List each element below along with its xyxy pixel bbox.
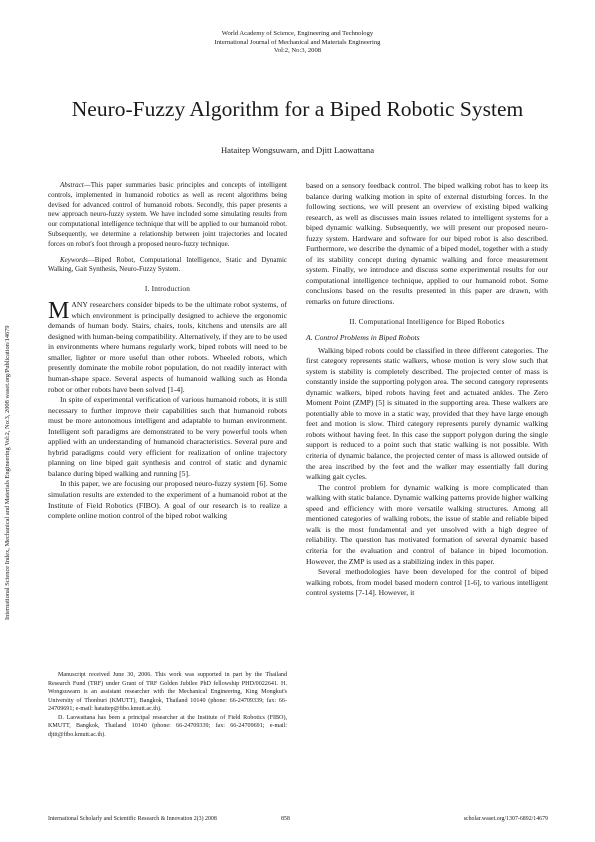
right-column [306,181,548,599]
intro-continued: based on a sensory feedback control. The biped walking robot has to keep its balance during walking motion in spite of external disturbing forces. In the following sections, we will present an overview of existing biped walking research, as well as discusses main issues related to intelligent systems for a biped dynamic walking. Subsequently, we will present our proposed neuro-fuzzy system. Hardware and software for our biped robot is also described. Furthermore, we describe the dynamic of a biped model, together with a study of its stability concept during dynamic walking and force measurement system. Finally, we introduce and discuss some experimental results for our computational intelligence technique, applied to our humanoid robot. Some conclusions based on the results presented in this paper are drawn, with remarks on future directions. [306,181,548,307]
intro-paragraph-1-text: ANY researchers consider bipeds to be the ultimate robot systems, of which environment is principally designed to achieve the ergonomic demands of human body. Stairs, chairs, tools, kitchens and utensils are all designed with human-being compatibility. Alternatively, if they are to be used in environments where humans regularly work, biped robots will need to be smaller, lighter or more useful than other robots. Wheeled robots, which presently dominate the mobile robot population, do not readily interact with human-shape space. Several aspects of humanoid walking such as Honda robot or other robots have been solved [1-4]. [48,300,287,394]
intro-paragraph-2: In spite of experimental verification of various humanoid robots, it is still necessary to further improve their capabilities such that humanoid robots must be more autonomous intelligent and adaptable to human environment. Intelligent soft paradigms are demonstrated to be very powerful tools when applied with an understanding of humanoid characteristics. Several pure and hybrid paradigms could very efficient for realization of online trajectory planning on line biped gait synthesis and control of static and dynamic balance during biped walking and running [5]. [48,395,287,478]
journal-name: International Journal of Mechanical and Materials Engineering [214,38,381,46]
intro-paragraph-1 [48,300,287,395]
footnote-author: D. Laowattana has been a principal researcher at the Institute of Field Robotics (FIBO), KMUTT, Bangkok, Thailand 10140 (phone: 66-24709339; fax: 66-24709691; e-mail: djitt@fibo.kmutt.ac.th). [48,714,287,738]
journal-volume: Vol:2, No:3, 2008 [273,47,322,55]
footer-url[interactable]: scholar.waset.org/1307-6892/14679 [463,816,548,822]
left-column [48,181,287,522]
keywords [48,256,287,276]
paper-authors: Hataitep Wongsuwarn, and Djitt Laowattana [220,145,375,155]
abstract-lead: Abstract [60,181,84,189]
subsection-heading-control-problems: A. Control Problems in Biped Robots [306,332,420,342]
section-heading-computational-intelligence: II. Computational Intelligence for Biped Robotics [349,316,505,326]
journal-header [0,30,595,56]
section2-paragraph-3: Several methodologies have been developed for the control of biped walking robots, from model based modern control [1-6], to various intelligent control systems [7-14]. However, it [306,567,548,598]
keywords-lead: Keywords [60,255,88,264]
footnotes [48,671,287,739]
drop-cap: M [48,298,70,325]
vertical-index-strip [3,200,19,620]
vertical-index-text: International Science Index, Mechanical and Materials Engineering Vol:2, No:3, 2008 waset.org/Publication/14679 [4,325,11,620]
page-number: 858 [281,816,290,822]
section-heading-introduction: I. Introduction [144,284,191,294]
keywords-text: —Biped Robot, Computational Intelligence, Static and Dynamic Walking, Gait Synthesis, Neuro-Fuzzy System. [48,255,287,274]
intro-paragraph-3: In this paper, we are focusing our proposed neuro-fuzzy system [6]. Some simulation results are extended to the experiment of a humanoid robot at the Institute of Field Robotics (FIBO). A goal of our research is to realize a complete online motion control of the biped robot walking [48,479,287,521]
abstract-text: —This paper summaries basic principles and concepts of intelligent controls, implemented in humanoid robotics as well as recent algorithms being devised for advanced control of humanoid robots. Secondly, this paper presents a new approach neuro-fuzzy system. We have included some simulating results from our computational intelligence technique that will be applied to our humanoid robot. Subsequently, we determine a relationship between joint trajectories and located forces on robot's foot through a proposed neuro-fuzzy technique. [48,181,287,248]
abstract [48,181,287,250]
journal-org: World Academy of Science, Engineering and Technology [221,30,374,37]
section2-paragraph-1: Walking biped robots could be classified in three different categories. The first category represents static walkers, whose motion is very slow such that system is stability is completely described. The projected center of mass is constantly inside the supporting polygon area. The second category represents dynamic walkers, biped robots having feet and actuated ankles. The Zero Moment Point (ZMP) [5] is situated in the supporting area. These walkers are potentially able to move in a static way, provided that they have large enough feet and motion is slow. Third category represents purely dynamic walking robots without having feet. In this case the support polygon during the single support is reduced to a point such that static walking is not possible. With criteria of dynamic balance, the projected center of mass is allowed outside of the area inscribed by the feet and the walker may essentially fall during walking gait cycles. [306,345,548,482]
footnote-manuscript: Manuscript received June 30, 2006. This work was supported in part by the Thailand Research Fund (TRF) under Grant of TRF Golden Jubilee PhD fellowship PHD/0022641. H. Wongsuwarn is an assistant researcher with the Mechanical Engineering, King Mongkut's University of Thonburi (KMUTT), Bangkok, Thailand 10140 (phone: 66-24709339; fax: 66-24709691; e-mail: hataitep@fibo.kmutt.ac.th). [48,672,287,712]
section2-paragraph-2: The control problem for dynamic walking is more complicated than walking with static balance. Dynamic walking patterns provide higher walking speed and efficiency with more versatile walking structures. Among all mentioned categories of walking robots, the issue of stable and reliable biped walk is the most fundamental and yet unsolved with a high degree of reliability. The question has motivated formation of several dynamic based criteria for the evaluation and control of balance in biped locomotion. However, the ZMP is used as a stabilizing index in this paper. [306,482,548,566]
footer-publisher: International Scholarly and Scientific Research & Innovation 2(3) 2008 [48,816,217,822]
paper-title: Neuro-Fuzzy Algorithm for a Biped Robotic System [71,97,524,121]
